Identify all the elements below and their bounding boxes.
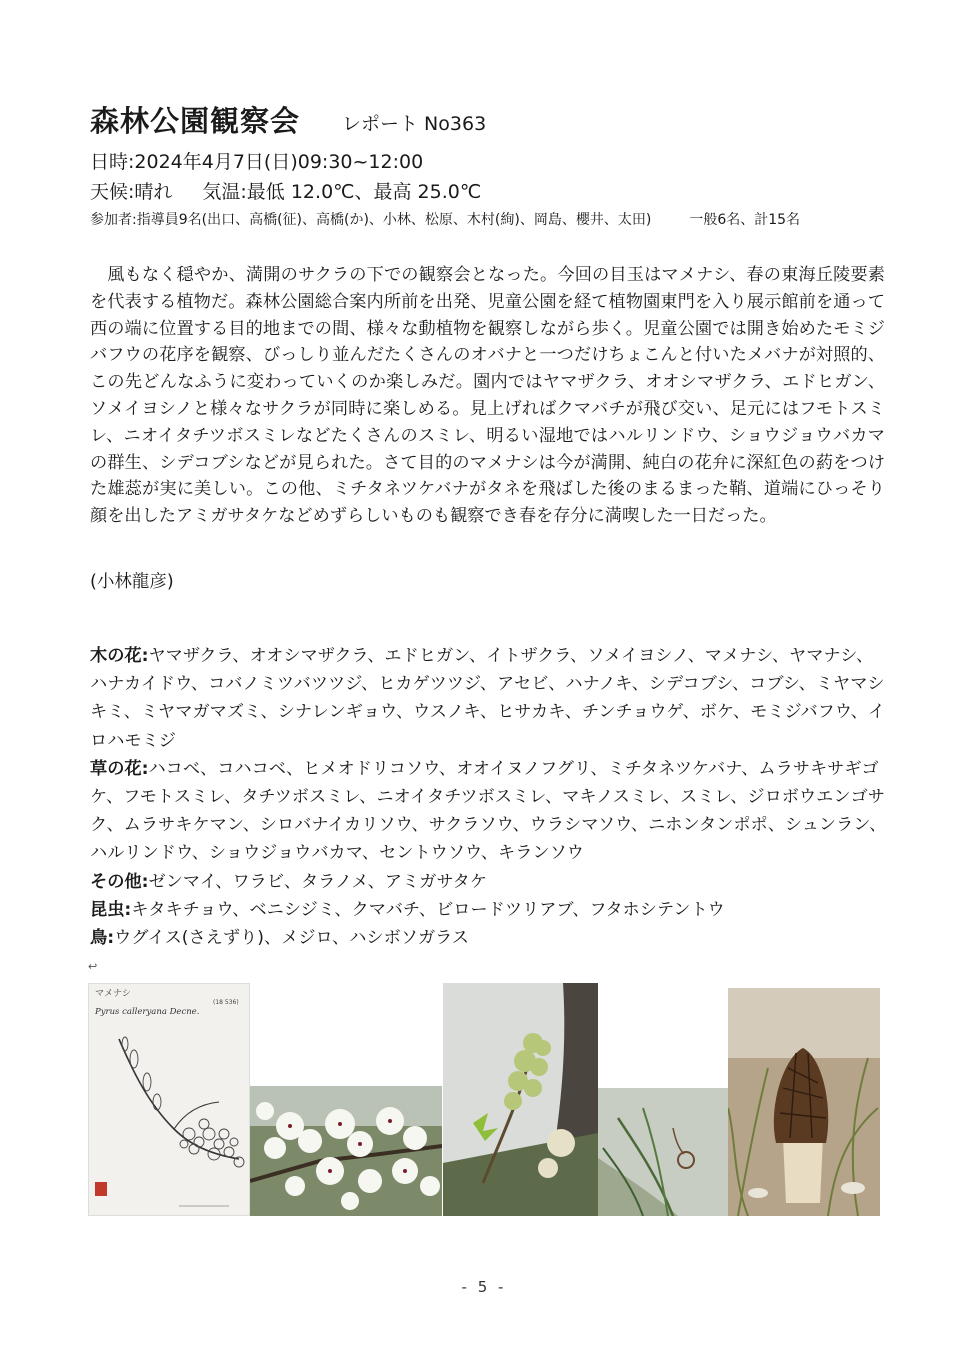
list-item — [90, 642, 890, 755]
list-label: 草の花: — [90, 758, 149, 779]
sketch-latin: Pyrus calleryana Decne. — [95, 1007, 200, 1017]
return-mark: ↩ — [88, 960, 98, 973]
list-item — [90, 868, 890, 896]
list-items: ウグイス(さえずり)、メジロ、ハシボソガラス — [114, 928, 469, 949]
list-item — [90, 896, 890, 924]
list-items: ハコベ、コハコベ、ヒメオドリコソウ、オオイヌノフグリ、ミチタネツケバナ、ムラサキサギゴケ、フモトスミレ、タチツボスミレ、ニオイタチツボスミレ、マキノスミレ、スミレ、ジロボウエンゴサク、ムラサキケマン、シロバナイカリソウ、サクラソウ、ウラシマソウ、ニホンタンポポ、シュンラン、ハルリンドウ、ショウジョウバカマ、セントウソウ、キランソウ — [90, 758, 887, 864]
report-number: レポート No363 — [342, 113, 487, 135]
mamenashi-sketch-image — [88, 983, 250, 1216]
sweetgum-flower-photo — [443, 983, 598, 1216]
weather-line — [90, 177, 481, 204]
page-number: - 5 - — [461, 1278, 507, 1296]
participants-text: 参加者:指導員9名(出口、高橋(征)、高橋(か)、小林、松原、木村(絢)、岡島、櫻井、太田) — [90, 212, 652, 228]
seed-pod-photo — [598, 1088, 728, 1216]
list-label: 木の花: — [90, 646, 149, 666]
event-datetime: 日時:2024年4月7日(日)09:30~12:00 — [90, 151, 424, 173]
list-label: 鳥: — [90, 928, 115, 949]
seed-pod-image — [598, 1088, 728, 1216]
list-item — [90, 924, 890, 952]
participants-total: 一般6名、計15名 — [689, 212, 801, 228]
page-title: 森林公園観察会 — [90, 104, 301, 138]
sketch-name: マメナシ — [95, 989, 131, 999]
list-item — [90, 755, 890, 868]
pear-blossom-photo — [250, 1086, 442, 1216]
pear-blossom-image — [250, 1086, 442, 1216]
sketch-drawing — [89, 984, 249, 1215]
temperature-text: 気温:最低 12.0℃、最高 25.0℃ — [202, 181, 482, 203]
report-author: (小林龍彦) — [90, 572, 174, 592]
morel-image — [728, 988, 880, 1216]
title-row — [90, 96, 486, 140]
species-lists — [90, 642, 890, 952]
list-items: ゼンマイ、ワラビ、タラノメ、アミガサタケ — [148, 871, 488, 892]
sweetgum-image — [443, 983, 598, 1216]
sketch-code: (18 536) — [213, 999, 239, 1006]
list-label: 昆虫: — [90, 899, 132, 920]
participants-line — [90, 209, 800, 229]
morel-mushroom-photo — [728, 988, 880, 1216]
list-label: その他: — [90, 871, 149, 892]
list-items: キタキチョウ、ベニシジミ、クマバチ、ビロードツリアブ、フタホシテントウ — [131, 899, 725, 920]
weather-text: 天候:晴れ — [90, 181, 173, 203]
report-body: 風もなく穏やか、満開のサクラの下での観察会となった。今回の目玉はマメナシ、春の東海丘陵要素を代表する植物だ。森林公園総合案内所前を出発、児童公園を経て植物園東門を入り展示館前を通って西の端に位置する目的地までの間、様々な動植物を観察しながら歩く。児童公園では開き始めたモミジバフウの花序を観察、びっしり並んだたくさんのオバナと一つだけちょこんと付いたメバナが対照的、この先どんなふうに変わっていくのか楽しみだ。園内ではヤマザクラ、オオシマザクラ、エドヒガン、ソメイヨシノと様々なサクラが同時に楽しめる。見上げればクマバチが飛び交い、足元にはフモトスミレ、ニオイタチツボスミレなどたくさんのスミレ、明るい湿地ではハルリンドウ、ショウジョウバカマの群生、シデコブシなどが見られた。さて目的のマメナシは今が満開、純白の花弁に深紅色の葯をつけた雄蕊が実に美しい。この他、ミチタネツケバナがタネを飛ばした後のまるまった鞘、道端にひっそり顔を出したアミガサタケなどめずらしいものも観察でき春を存分に満喫した一日だった。 — [90, 265, 885, 527]
list-items: ヤマザクラ、オオシマザクラ、エドヒガン、イトザクラ、ソメイヨシノ、マメナシ、ヤマナシ、ハナカイドウ、コバノミツバツツジ、ヒカゲツツジ、アセビ、ハナノキ、シデコブシ、コブシ、ミヤマシキミ、ミヤマガマズミ、シナレンギョウ、ウスノキ、ヒサカキ、チンチョウゲ、ボケ、モミジバフウ、イロハモミジ — [90, 646, 886, 751]
